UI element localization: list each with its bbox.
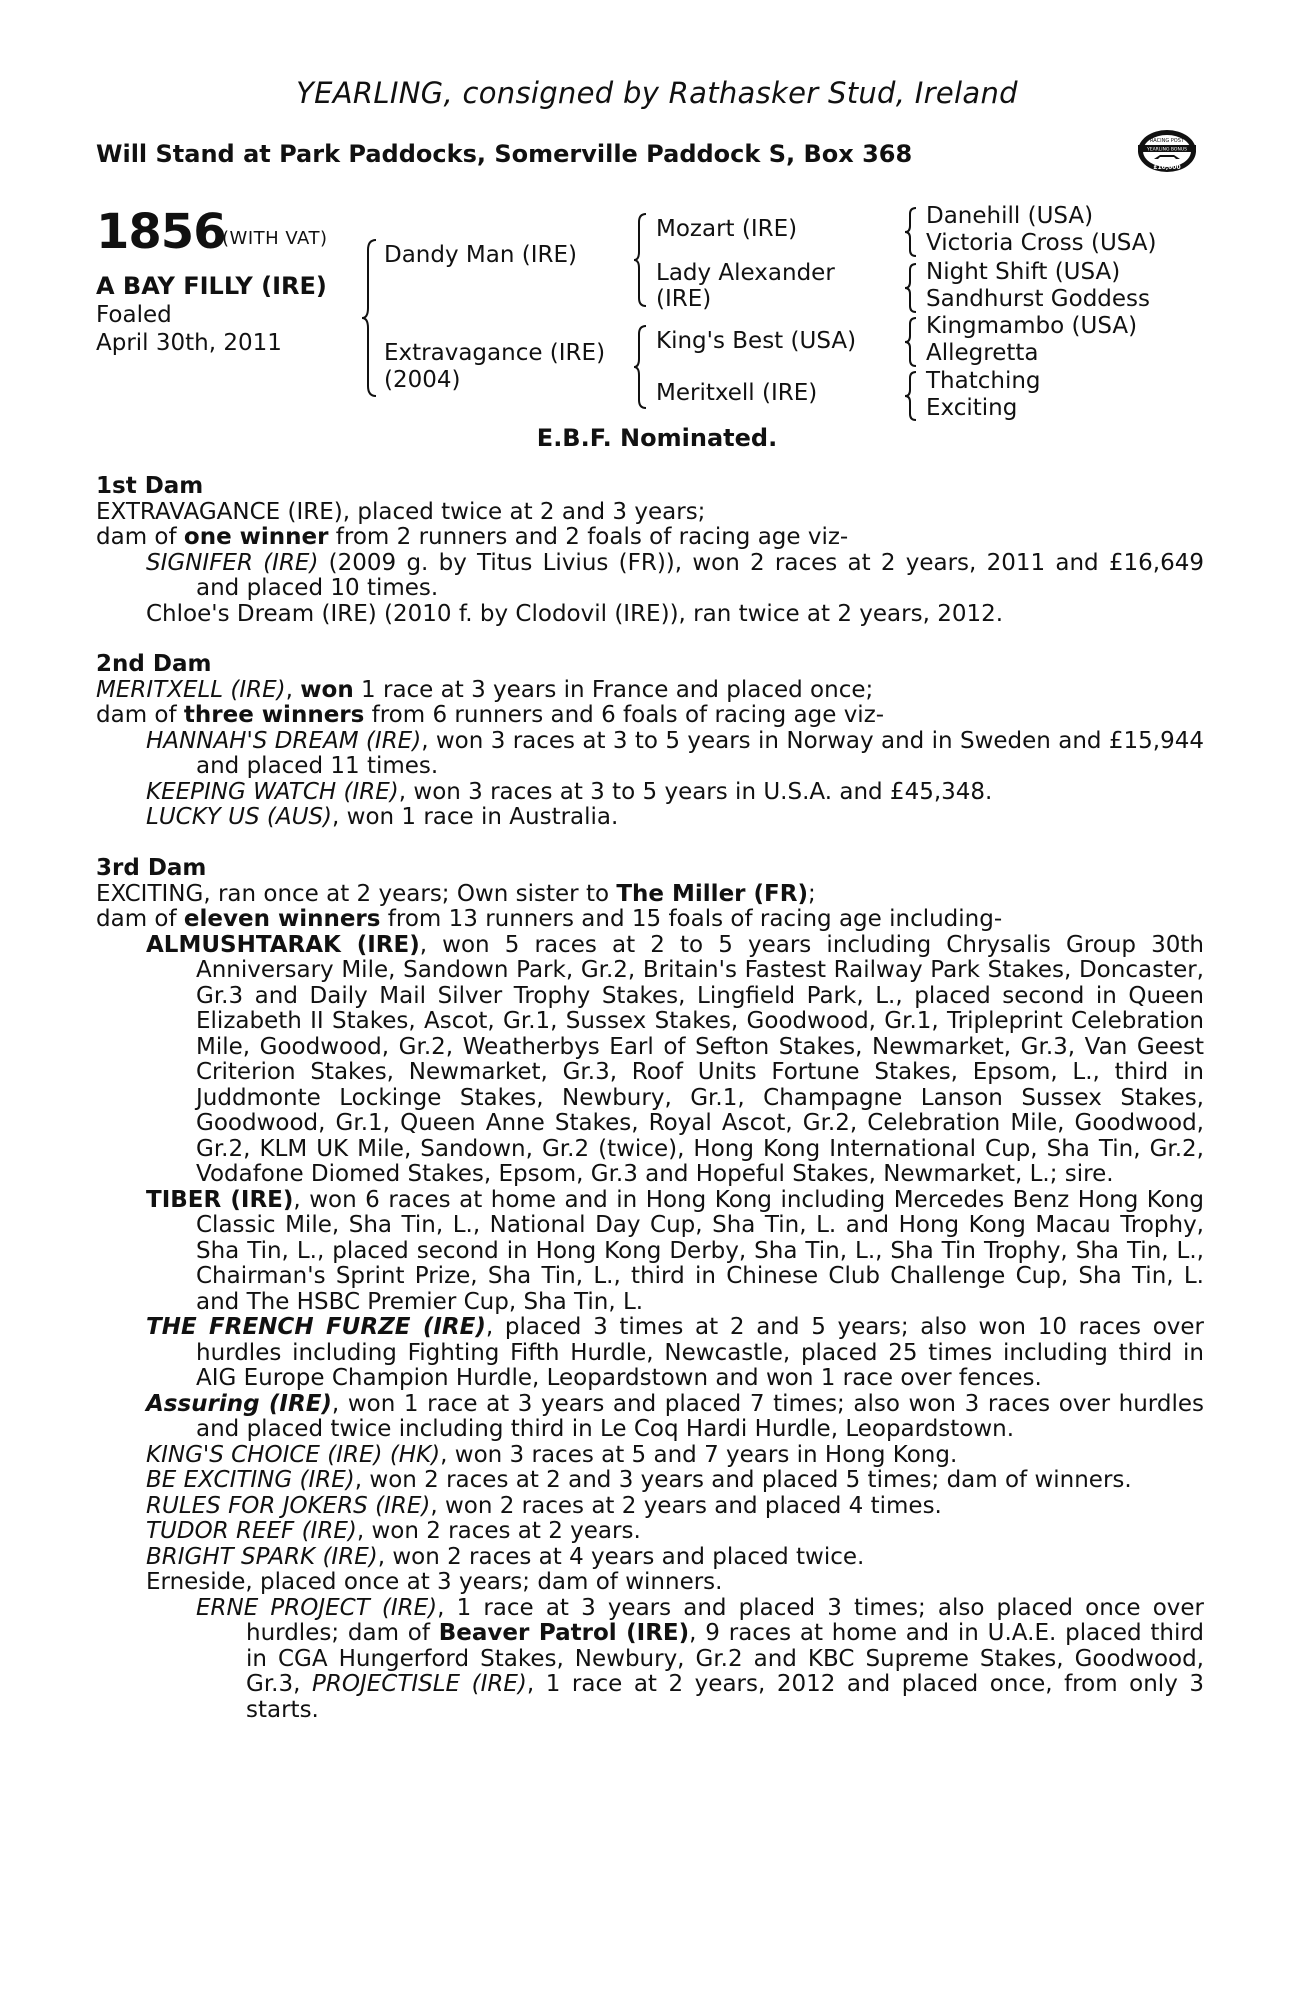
page-heading: YEARLING, consigned by Rathasker Stud, Ireland: [296, 76, 1018, 110]
pedigree-dds: Thatching: [926, 368, 1041, 394]
first-dam-p2: dam of one winner from 2 runners and 2 foals of racing age viz-: [96, 524, 849, 550]
third-dam-section: [96, 856, 1204, 1723]
pedigree-sire: Dandy Man (IRE): [384, 242, 577, 268]
produce-almushtarak: ALMUSHTARAK (IRE), won 5 races at 2 to 5 years including Chrysalis Group 30th Anniversary Mile, Sandown Park, Gr.2, Britain's Fastest Railway Park Stakes, Doncaster, Gr.3 and Daily Mail Silver Trophy Stakes, Lingfield Park, L., placed second in Queen Elizabeth II Stakes, Ascot, Gr.1, Sussex Stakes, Goodwood, Gr.1, Tripleprint Celebration Mile, Goodwood, Gr.2, Weatherbys Earl of Sefton Stakes, Newmarket, Gr.3, Van Geest Criterion Stakes, Newmarket, Gr.3, Roof Units Fortune Stakes, Epsom, L., third in Juddmonte Lockinge Stakes, Newbury, Gr.1, Champagne Lanson Sussex Stakes, Goodwood, Gr.1, Queen Anne Stakes, Royal Ascot, Gr.2, Celebration Mile, Goodwood, Gr.2, KLM UK Mile, Sandown, Gr.2 (twice), Hong Kong International Cup, Sha Tin, Gr.2, Vodafone Diomed Stakes, Epsom, Gr.3 and Hopeful Stakes, Newmarket, L.; sire.: [146, 931, 1205, 1187]
produce-tiber: TIBER (IRE), won 6 races at home and in Hong Kong including Mercedes Benz Hong Kong Classic Mile, Sha Tin, L., National Day Cup, Sha Tin, L. and Hong Kong Macau Trophy, Sha Tin, L., placed second in Hong Kong Derby, Sha Tin, L., Sha Tin Trophy, Sha Tin, L., Chairman's Sprint Prize, Sha Tin, L., third in Chinese Club Challenge Cup, Sha Tin, L. and The HSBC Premier Cup, Sha Tin, L.: [146, 1186, 1204, 1315]
vat-note: (WITH VAT): [222, 228, 328, 249]
produce-erneside: Erneside, placed once at 3 years; dam of winners.: [146, 1569, 723, 1595]
pedigree-brace-3b: [904, 262, 922, 314]
first-dam-produce-2: Chloe's Dream (IRE) (2010 f. by Clodovil (IRE)), ran twice at 2 years, 2012.: [146, 600, 1004, 627]
stand-location: Will Stand at Park Paddocks, Somerville Paddock S, Box 368: [96, 140, 913, 168]
produce-be-exciting: BE EXCITING (IRE), won 2 races at 2 and 3 years and placed 5 times; dam of winners.: [146, 1467, 1132, 1493]
pedigree-brace-3a: [904, 206, 922, 258]
second-dam-p1: MERITXELL (IRE), won 1 race at 3 years in France and placed once;: [96, 676, 874, 703]
pedigree-dsd: Allegretta: [926, 340, 1039, 366]
produce-erne-project: ERNE PROJECT (IRE), 1 race at 3 years and placed 3 times; also placed once over hurdles; dam of Beaver Patrol (IRE), 9 races at home and in U.A.E. placed third in CGA Hungerford Stakes, Newbury, Gr.2 and KBC Supreme Stakes, Goodwood, Gr.3, PROJECTISLE (IRE), 1 race at 2 years, 2012 and placed once, from only 3 starts.: [196, 1594, 1205, 1723]
foaled-label: Foaled: [96, 302, 172, 328]
pedigree-sdd: Sandhurst Goddess: [926, 286, 1151, 312]
third-dam-p2: dam of eleven winners from 13 runners and 15 foals of racing age including-: [96, 906, 1003, 932]
produce-the-french-furze: THE FRENCH FURZE (IRE), placed 3 times at 2 and 5 years; also won 10 races over hurdles including Fighting Fifth Hurdle, Newcastle, placed 25 times including third in AIG Europe Champion Hurdle, Leopardstown and won 1 race over fences.: [146, 1314, 1204, 1391]
pedigree-sds: Night Shift (USA): [926, 259, 1121, 285]
pedigree-dam-line2: (2004): [384, 367, 461, 393]
pedigree-ssd: Victoria Cross (USA): [926, 230, 1157, 256]
first-dam-heading: 1st Dam: [96, 473, 204, 499]
second-dam-produce-2: KEEPING WATCH (IRE), won 3 races at 3 to 5 years in U.S.A. and £45,348.: [146, 778, 993, 805]
first-dam-section: [96, 474, 1204, 627]
pedigree-dss: Kingmambo (USA): [926, 313, 1138, 339]
pedigree-sire-dam-line2: (IRE): [656, 286, 712, 312]
pedigree-brace-dam: [632, 324, 652, 410]
second-dam-produce-3: LUCKY US (AUS), won 1 race in Australia.: [146, 804, 619, 830]
badge-amount-text: £10,000: [1153, 164, 1181, 171]
produce-assuring: Assuring (IRE), won 1 race at 3 years and placed 7 times; also won 3 races over hurdles and placed twice including third in Le Coq Hardi Hurdle, Leopardstown.: [146, 1390, 1204, 1442]
pedigree-brace-sire: [632, 212, 652, 308]
third-dam-p1: EXCITING, ran once at 2 years; Own sister to The Miller (FR);: [96, 880, 816, 907]
third-dam-heading: 3rd Dam: [96, 855, 207, 881]
produce-rules-for-jokers: RULES FOR JOKERS (IRE), won 2 races at 2 years and placed 4 times.: [146, 1492, 942, 1519]
produce-kings-choice: KING'S CHOICE (IRE) (HK), won 3 races at 5 and 7 years in Hong Kong.: [146, 1441, 958, 1468]
pedigree-sss: Danehill (USA): [926, 203, 1094, 229]
pedigree-sire-sire: Mozart (IRE): [656, 216, 798, 242]
second-dam-section: [96, 652, 1204, 831]
yearling-bonus-badge-icon: [1136, 128, 1198, 174]
pedigree-dam-sire: King's Best (USA): [656, 328, 857, 354]
badge-top-text: RACING POST: [1150, 138, 1184, 144]
first-dam-p1: EXTRAVAGANCE (IRE), placed twice at 2 and 3 years;: [96, 498, 706, 525]
pedigree-dam-line1: Extravagance (IRE): [384, 340, 606, 366]
pedigree-dam-dam: Meritxell (IRE): [656, 380, 818, 406]
foaled-date: April 30th, 2011: [96, 330, 282, 356]
produce-bright-spark: BRIGHT SPARK (IRE), won 2 races at 4 years and placed twice.: [146, 1543, 865, 1570]
lot-number: 1856: [96, 204, 226, 260]
pedigree-brace-gen1: [360, 238, 384, 398]
pedigree-sire-dam-line1: Lady Alexander: [656, 260, 835, 286]
pedigree-brace-3c: [904, 316, 922, 368]
horse-description: A BAY FILLY (IRE): [96, 272, 327, 300]
badge-mid-text: YEARLING BONUS: [1147, 147, 1187, 153]
first-dam-produce-1: SIGNIFER (IRE) (2009 g. by Titus Livius (FR)), won 2 races at 2 years, 2011 and £16,649 and placed 10 times.: [146, 549, 1204, 601]
pedigree-brace-3d: [904, 370, 922, 422]
produce-tudor-reef: TUDOR REEF (IRE), won 2 races at 2 years.: [146, 1518, 641, 1544]
second-dam-heading: 2nd Dam: [96, 651, 212, 677]
second-dam-produce-1: HANNAH'S DREAM (IRE), won 3 races at 3 to 5 years in Norway and in Sweden and £15,944 and placed 11 times.: [146, 727, 1204, 779]
ebf-nominated: E.B.F. Nominated.: [536, 424, 778, 452]
pedigree-ddd: Exciting: [926, 395, 1018, 421]
second-dam-p2: dam of three winners from 6 runners and 6 foals of racing age viz-: [96, 702, 885, 728]
